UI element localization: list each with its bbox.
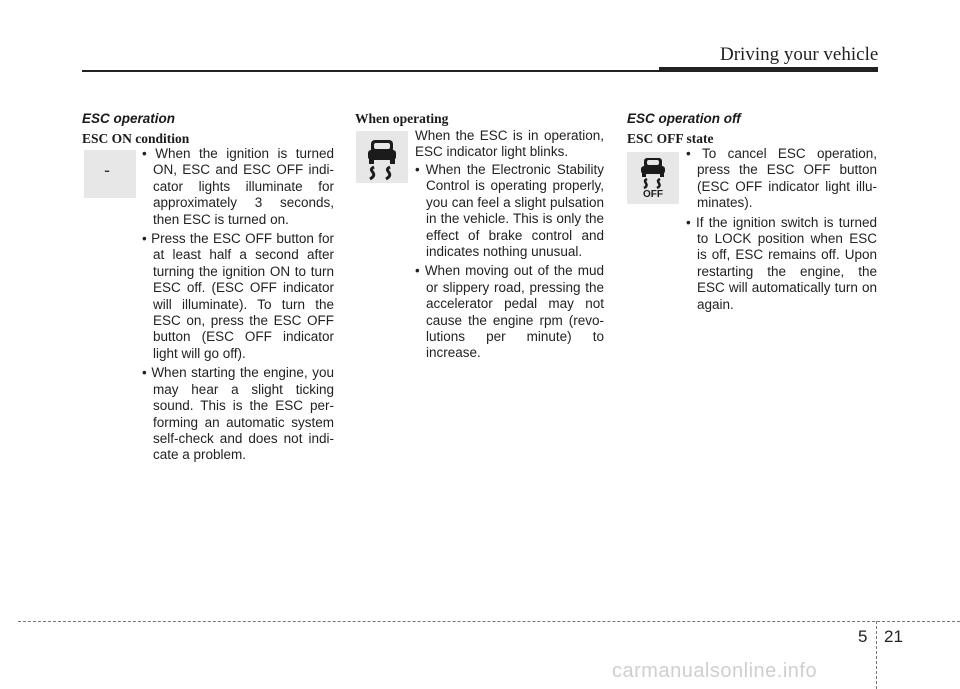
subtitle-esc-on-condition: ESC ON condition xyxy=(82,131,190,146)
list-item: • To cancel ESC operation, press the ESC OFF button (ESC OFF indicator light illu-minates). xyxy=(686,146,877,212)
footer-divider xyxy=(876,621,877,689)
page-number: 21 xyxy=(884,627,903,646)
watermark: carmanualsonline.info xyxy=(612,660,818,682)
esc-skid-car-icon xyxy=(356,131,408,183)
section-title-esc-operation: ESC operation xyxy=(82,111,176,126)
esc-off-icon-label: OFF xyxy=(643,189,663,200)
column-when-operating xyxy=(355,110,611,130)
column-esc-operation xyxy=(82,110,338,150)
list-item: • When moving out of the mud or slippery road, pressing the accelerator pedal may not cause the engine rpm (revo-lutions per minute) to increase. xyxy=(415,263,604,361)
list-item: • When starting the engine, you may hear a slight ticking sound. This is the ESC per-forming an automatic system self-check and does not indi-cate a problem. xyxy=(142,365,334,463)
section-title-esc-operation-off: ESC operation off xyxy=(627,111,741,126)
list-item: • When the Electronic Stability Control is operating properly, you can feel a slight pulsation in the vehicle. This is only the effect of brake control and indicates nothing unusual. xyxy=(415,162,604,260)
when-operating-bullet-list xyxy=(415,162,604,365)
esc-off-bullet-list xyxy=(686,146,877,316)
subtitle-when-operating: When operating xyxy=(355,111,449,126)
footer-rule xyxy=(18,621,960,622)
list-item: • When the ignition is turned ON, ESC and ESC OFF indi-cator lights illuminate for approximately 3 seconds, then ESC is turned on. xyxy=(142,146,334,228)
header-rule-thick xyxy=(659,67,878,72)
icon-placeholder-dash: - xyxy=(104,160,110,180)
header-rule xyxy=(82,70,660,72)
icon-placeholder-box xyxy=(84,150,136,198)
column-esc-operation-off xyxy=(627,110,883,150)
esc-off-icon xyxy=(627,152,679,204)
page-header-title: Driving your vehicle xyxy=(720,44,879,65)
when-operating-intro: When the ESC is in operation, ESC indicator light blinks. xyxy=(415,128,604,160)
list-item: • If the ignition switch is turned to LOCK position when ESC is off, ESC remains off. Upon restarting the engine, the ESC will automatically turn on again. xyxy=(686,215,877,313)
esc-on-bullet-list xyxy=(142,146,334,467)
list-item: • Press the ESC OFF button for at least half a second after turning the ignition ON to turn ESC off. (ESC OFF indicator will illuminate). To turn the ESC on, press the ESC OFF button (ESC OFF indicator light will go off). xyxy=(142,231,334,362)
subtitle-esc-off-state: ESC OFF state xyxy=(627,131,714,146)
chapter-number: 5 xyxy=(858,627,868,646)
